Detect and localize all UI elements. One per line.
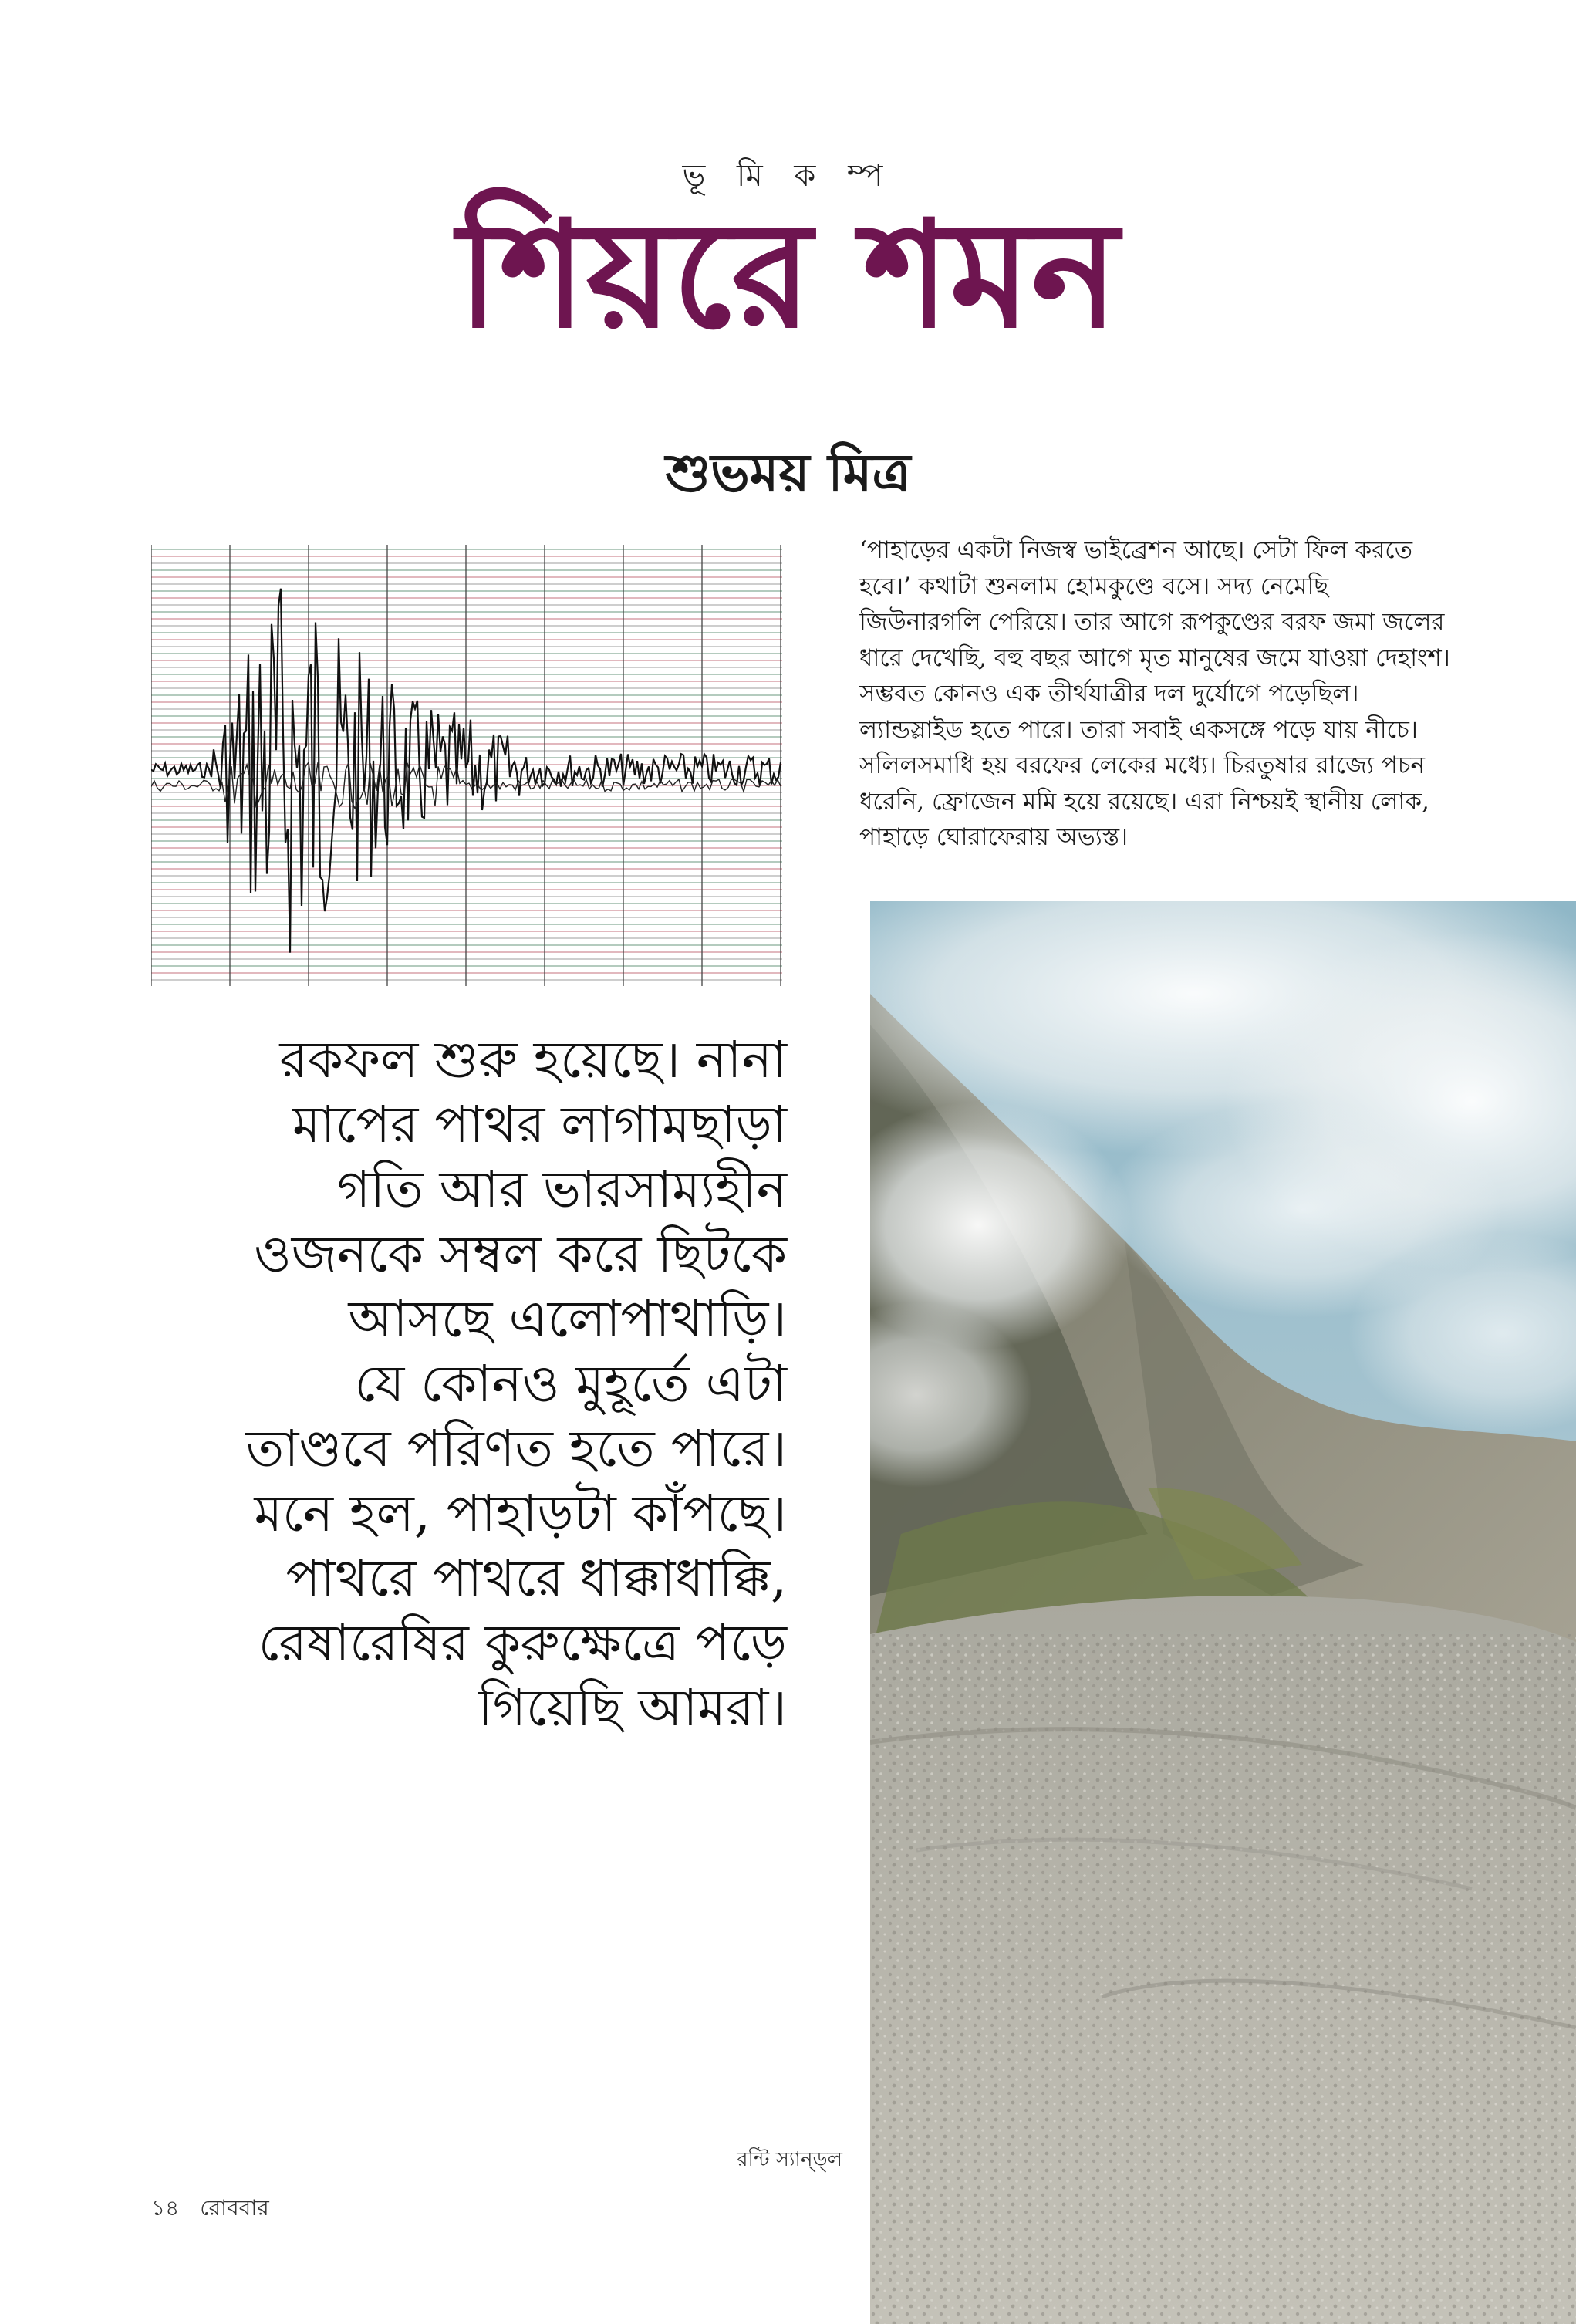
mountain-photo [870, 901, 1576, 2324]
pull-quote-line: আসছে এলোপাথাড়ি। [348, 1289, 787, 1349]
pull-quote-line: মনে হল, পাহাড়টা কাঁপছে। [254, 1484, 787, 1543]
pull-quote-line: যে কোনও মুহূর্তে এটা [354, 1354, 787, 1414]
intro-paragraph: ‘পাহাড়ের একটা নিজস্ব ভাইব্রেশন আছে। সেটা ফিল করতে হবে।’ কথাটা শুনলাম হোমকুণ্ডে বসে। সদ্য নেমেছি জিউনারগলি পেরিয়ে। তার আগে রূপকুণ্ডের বরফ জমা জলের ধারে দেখেছি, বহু বছর আগে মৃত মানুষের জমে যাওয়া দেহাংশ। সম্ভবত কোনও এক তীর্থযাত্রীর দল দুর্যোগে পড়েছিল। ল্যান্ডস্লাইড হতে পারে। তারা সবাই একসঙ্গে পড়ে যায় নীচে। সলিলসমাধি হয় বরফের লেকের মধ্যে। চিরতুষার রাজ্যে পচন ধরেনি, ফ্রোজেন মমি হয়ে রয়েছে। এরা নিশ্চয়ই স্থানীয় লোক, পাহাড়ে ঘোরাফেরায় অভ্যস্ত। [859, 536, 1450, 851]
pull-quote-line: ওজনকে সম্বল করে ছিটকে [254, 1224, 787, 1284]
author-name: শুভময় মিত্র [665, 443, 911, 504]
mountain-photo-graphic [870, 901, 1576, 2324]
pull-quote-line: তাণ্ডবে পরিণত হতে পারে। [245, 1419, 787, 1478]
page-footer [151, 2191, 269, 2228]
page-number: ১৪ [151, 2195, 180, 2221]
article-title: শিয়রে শমন [457, 190, 1119, 360]
pull-quote [154, 1028, 787, 1741]
pull-quote-line: মাপের পাথর লাগামছাড়া [292, 1095, 787, 1154]
seismogram-graphic [151, 545, 782, 986]
magazine-name: রোববার [200, 2195, 269, 2221]
seismogram-image [151, 545, 782, 986]
pull-quote-line: গিয়েছি আমরা। [478, 1678, 787, 1738]
pull-quote-line: রেষারেষির কুরুক্ষেত্রে পড়ে [258, 1613, 787, 1673]
pull-quote-line: পাথরে পাথরে ধাক্কাধাক্কি, [285, 1549, 787, 1608]
pull-quote-line: গতি আর ভারসাম্যহীন [336, 1160, 787, 1219]
photo-credit: রন্টি স্যান্ড্ল [737, 2148, 842, 2171]
pull-quote-line: রকফল শুরু হয়েছে। নানা [279, 1030, 787, 1089]
section-label: ভূ মি ক ম্প [682, 158, 894, 194]
